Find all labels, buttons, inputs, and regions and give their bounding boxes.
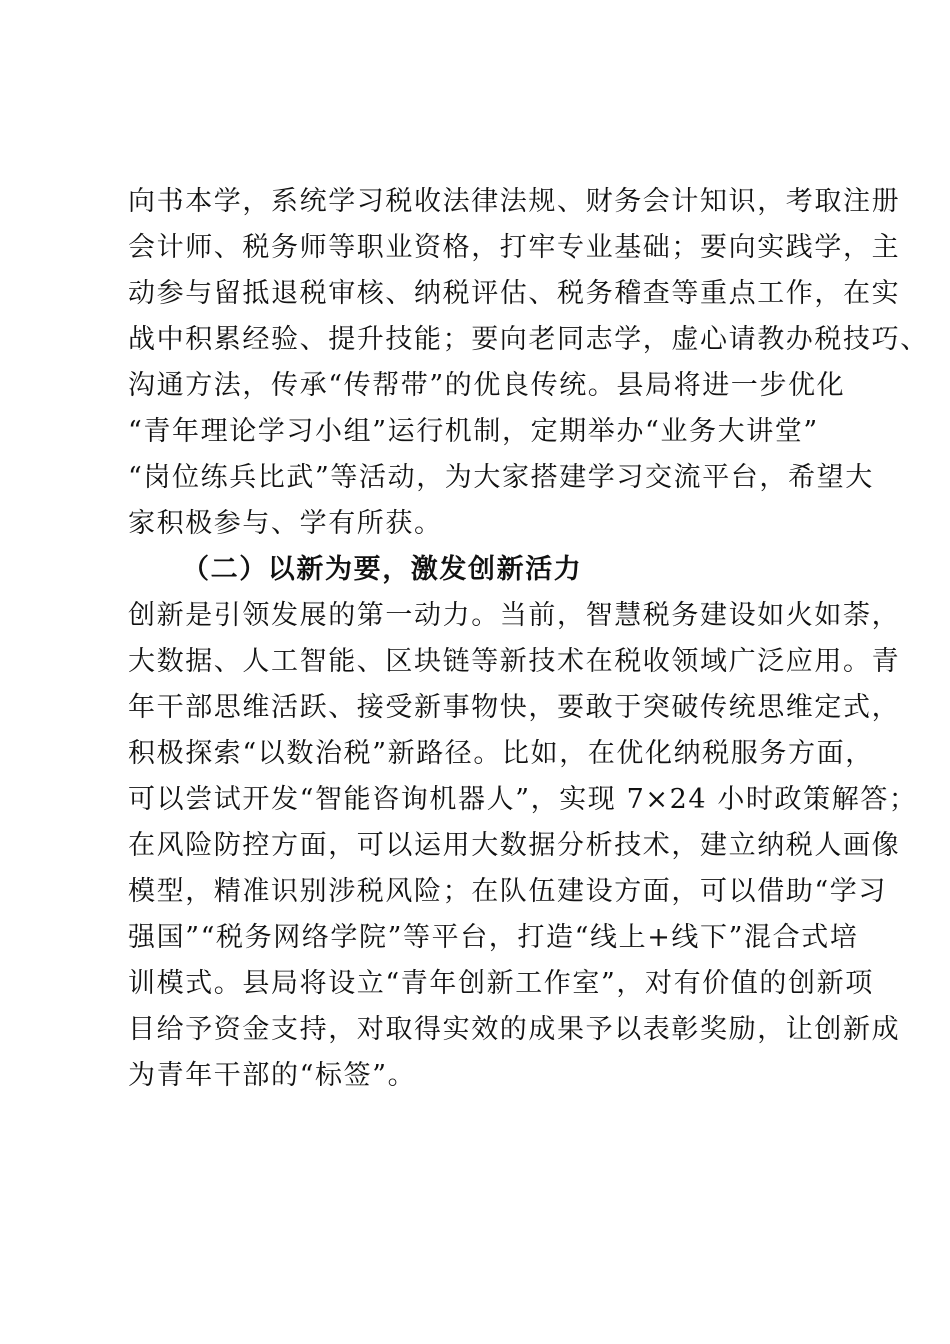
paragraph-1-line-3: 动参与留抵退税审核、纳税评估、税务稽查等重点工作，在实 bbox=[128, 278, 901, 309]
paragraph-2-line-1: 创新是引领发展的第一动力。当前，智慧税务建设如火如荼， bbox=[128, 600, 901, 631]
paragraph-2-line-6: 在风险防控方面，可以运用大数据分析技术，建立纳税人画像 bbox=[128, 830, 901, 861]
paragraph-1-line-2: 会计师、税务师等职业资格，打牢专业基础；要向实践学，主 bbox=[128, 232, 901, 263]
paragraph-1-line-7: “岗位练兵比武”等活动，为大家搭建学习交流平台，希望大 bbox=[128, 462, 874, 493]
paragraph-1-line-5: 沟通方法，传承“传帮带”的优良传统。县局将进一步优化 bbox=[128, 370, 846, 401]
paragraph-1-line-8: 家积极参与、学有所获。 bbox=[128, 508, 443, 539]
paragraph-1-line-4: 战中积累经验、提升技能；要向老同志学，虚心请教办税技巧、 bbox=[128, 324, 929, 355]
paragraph-2-line-2: 大数据、人工智能、区块链等新技术在税收领域广泛应用。青 bbox=[128, 646, 901, 677]
paragraph-2-line-3: 年干部思维活跃、接受新事物快，要敢于突破传统思维定式， bbox=[128, 692, 901, 723]
paragraph-2-line-7: 模型，精准识别涉税风险；在队伍建设方面，可以借助“学习 bbox=[128, 876, 888, 907]
paragraph-2-line-4: 积极探索“以数治税”新路径。比如，在优化纳税服务方面， bbox=[128, 738, 874, 769]
section-heading: （二）以新为要，激发创新活力 bbox=[182, 554, 583, 585]
paragraph-1-line-1: 向书本学，系统学习税收法律法规、财务会计知识，考取注册 bbox=[128, 186, 901, 217]
paragraph-2-line-8: 强国”“税务网络学院”等平台，打造“线上+线下”混合式培 bbox=[128, 922, 859, 953]
paragraph-2-line-10: 目给予资金支持，对取得实效的成果予以表彰奖励，让创新成 bbox=[128, 1014, 901, 1045]
paragraph-2-line-5: 可以尝试开发“智能咨询机器人”，实现 7×24 小时政策解答； bbox=[128, 784, 918, 815]
paragraph-2-line-11: 为青年干部的“标签”。 bbox=[128, 1060, 417, 1091]
paragraph-1-line-6: “青年理论学习小组”运行机制，定期举办“业务大讲堂” bbox=[128, 416, 819, 447]
paragraph-2-line-9: 训模式。县局将设立“青年创新工作室”，对有价值的创新项 bbox=[128, 968, 874, 999]
